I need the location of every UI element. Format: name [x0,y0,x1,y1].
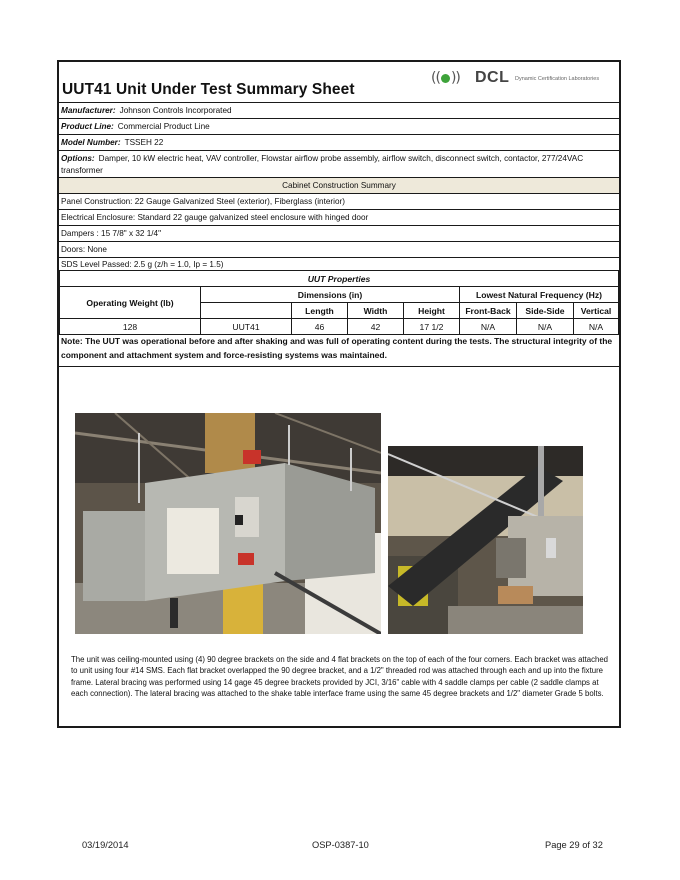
cabinet-summary-header: Cabinet Construction Summary [59,177,619,193]
column-header: Height [404,303,460,319]
bracing-photo [388,446,583,634]
unit-photo-front [75,413,381,634]
column-header: Front-Back [460,303,517,319]
logo-waves-icon: (( )) [431,70,460,86]
model-number-row: Model Number: TSSEH 22 [59,134,619,150]
side-side-value: N/A [517,319,574,335]
uut-properties-header: UUT Properties [60,271,619,287]
logo-brand: DCL [475,69,510,86]
height-value: 17 1/2 [404,319,460,335]
operating-weight-header: Operating Weight (lb) [60,287,201,319]
logo-subtitle: Dynamic Certification Laboratories [515,76,600,82]
options-row: Options: Damper, 10 kW electric heat, VAV controller, Flowstar airflow probe assembly, airflow switch, disconnect switch, contactor, 277/24VAC transformer [59,150,619,177]
mounting-description: The unit was ceiling-mounted using (4) 90 degree brackets on the side and 4 flat brackets on the top of each of the four corners. Each bracket was attached to unit using four #14 SMS. Each flat bracket overlapped the 90 degree bracket, and a 1/2" threaded rod was attached through each and up into the fixture frame. Lateral bracing was performed using 14 gage 45 degree brackets provided by JCI, 3/16" cable with 4 saddle clamps per cable (2 saddle clamps at each connection). The lateral bracing was attached to the shake table interface frame using the same 45 degree brackets and 1/2" diameter Grade 5 bolts. [71,655,608,698]
column-header: Side-Side [517,303,574,319]
cabinet-line: Dampers : 15 7/8" x 32 1/4" [59,225,619,241]
cabinet-line: Electrical Enclosure: Standard 22 gauge galvanized steel enclosure with hinged door [59,209,619,225]
summary-sheet [57,60,621,728]
operational-note: Note: The UUT was operational before and after shaking and was full of operating content during the tests. The structural integrity of the component and attachment system and force-resisting systems was maintained. [59,334,619,367]
length-value: 46 [292,319,348,335]
title-bar [59,62,619,102]
vertical-value: N/A [574,319,619,335]
table-row [60,319,619,335]
page-title: UUT41 Unit Under Test Summary Sheet [62,81,355,98]
column-header: Width [348,303,404,319]
cabinet-line: Panel Construction: 22 Gauge Galvanized Steel (exterior), Fiberglass (interior) [59,193,619,209]
manufacturer-row: Manufacturer: Johnson Controls Incorporated [59,102,619,118]
footer-page-number: Page 29 of 32 [545,840,603,850]
frequency-header: Lowest Natural Frequency (Hz) [460,287,619,303]
product-line-row: Product Line: Commercial Product Line [59,118,619,134]
weight-value: 128 [60,319,201,335]
column-header: Length [292,303,348,319]
uut-properties-table [59,270,619,335]
footer-doc-number: OSP-0387-10 [312,840,369,850]
dcl-logo [431,70,621,92]
dimensions-header: Dimensions (in) [201,287,460,303]
unit-value: UUT41 [201,319,292,335]
cabinet-line: SDS Level Passed: 2.5 g (z/h = 1.0, Ip = 1.5) [59,257,619,271]
cabinet-line: Doors: None [59,241,619,257]
footer-date: 03/19/2014 [82,840,129,850]
front-back-value: N/A [460,319,517,335]
width-value: 42 [348,319,404,335]
column-header: Vertical [574,303,619,319]
